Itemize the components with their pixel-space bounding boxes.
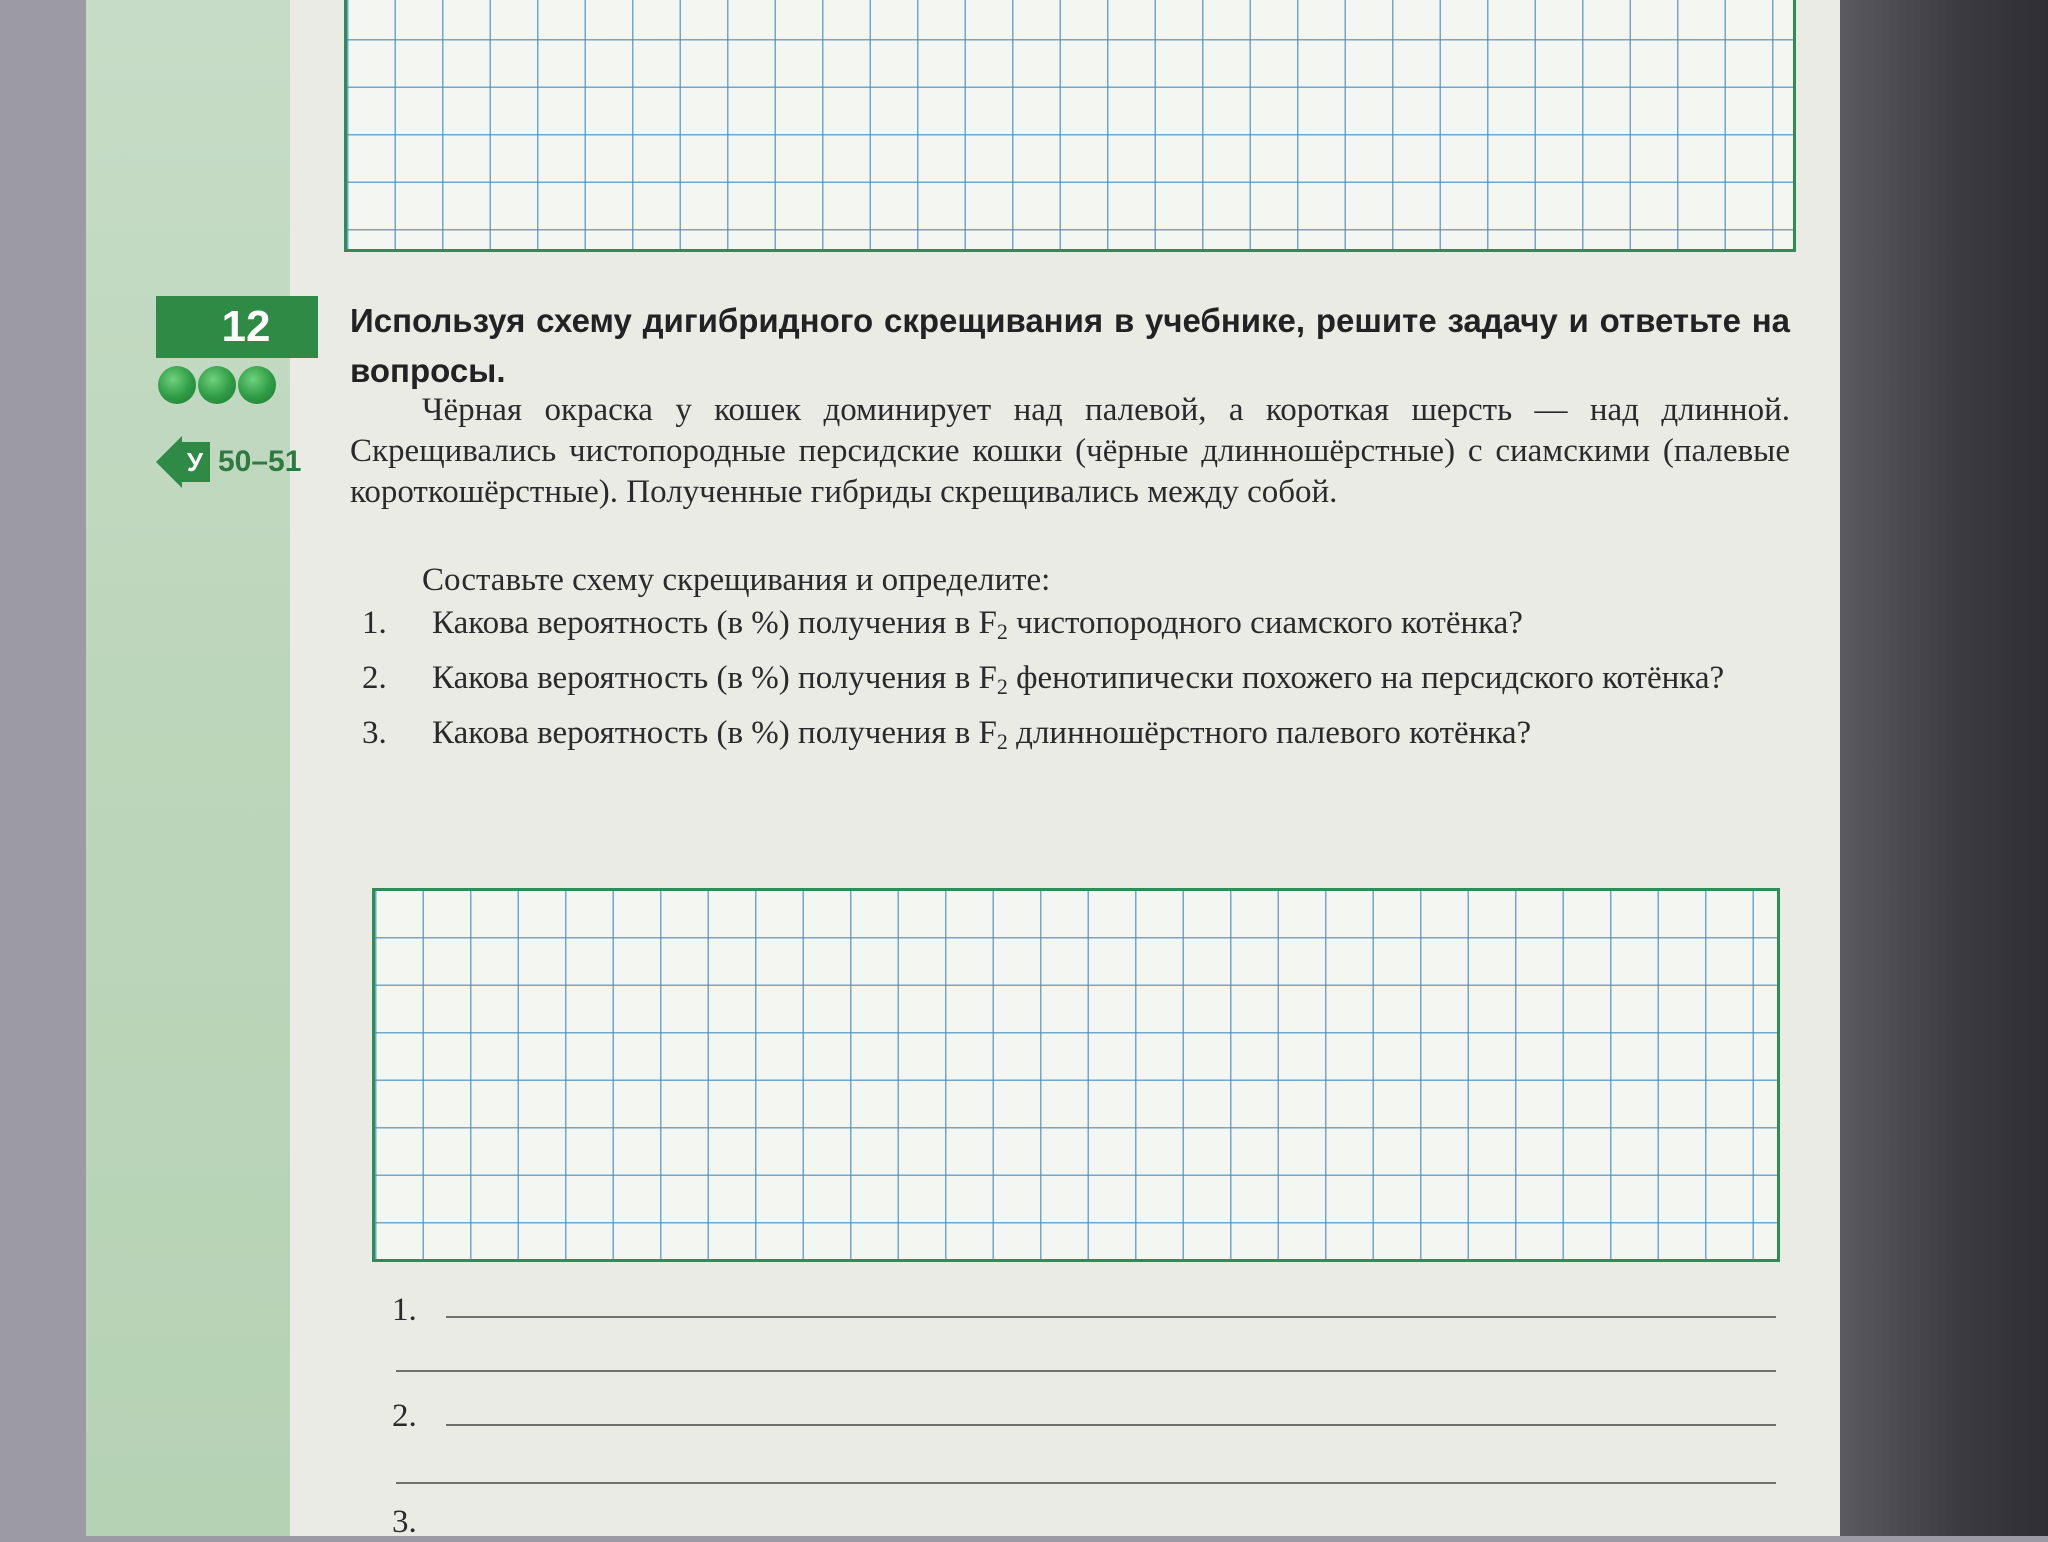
answer-line[interactable] (446, 1424, 1776, 1426)
task-condition-text: Чёрная окраска у кошек доминирует над палевой, а короткая шерсть — над длинной. Скрещивались чистопородные персидские кошки (чёрные длинношёрстные) с сиамскими (палевые короткошёрстные). Полученные гибриды скрещивались между собой. (350, 392, 1790, 510)
question-item (362, 657, 1792, 708)
answer-line[interactable] (446, 1316, 1776, 1318)
back-arrow-icon (156, 436, 182, 488)
task-number-badge: 12 (156, 296, 318, 358)
answer-number: 3. (392, 1504, 417, 1540)
page-edge-shadow (1840, 0, 2048, 1536)
difficulty-indicator (158, 366, 278, 409)
answer-line[interactable] (396, 1370, 1776, 1372)
question-number: 2. (362, 660, 387, 696)
crossing-scheme-grid[interactable] (372, 888, 1780, 1262)
question-list (362, 602, 1792, 767)
question-item (362, 712, 1792, 763)
question-item (362, 602, 1792, 653)
question-text: Какова вероятность (в %) получения в $F_2$ чистопородного сиамского котёнка? (432, 605, 1523, 644)
difficulty-dot-icon (238, 366, 276, 404)
answer-number: 2. (392, 1398, 417, 1434)
question-number: 3. (362, 715, 387, 751)
task-title: Используя схему дигибридного скрещивания в учебнике, решите задачу и ответьте на вопросы. (350, 302, 1790, 389)
task-condition (350, 390, 1790, 513)
textbook-icon: У (180, 442, 210, 482)
task-prompt-text: Составьте схему скрещивания и определите: (422, 562, 1051, 598)
question-text: Какова вероятность (в %) получения в $F_2$ длинношёрстного палевого котёнка? (432, 715, 1532, 754)
difficulty-dot-icon (198, 366, 236, 404)
difficulty-dot-icon (158, 366, 196, 404)
question-number: 1. (362, 605, 387, 641)
task-prompt (350, 560, 1790, 601)
answer-number: 1. (392, 1292, 417, 1328)
question-text: Какова вероятность (в %) получения в $F_2$ фенотипически похожего на персидского котёнка? (432, 660, 1725, 699)
answer-line[interactable] (396, 1482, 1776, 1484)
textbook-pages: 50–51 (218, 445, 302, 478)
previous-task-grid (344, 0, 1796, 252)
